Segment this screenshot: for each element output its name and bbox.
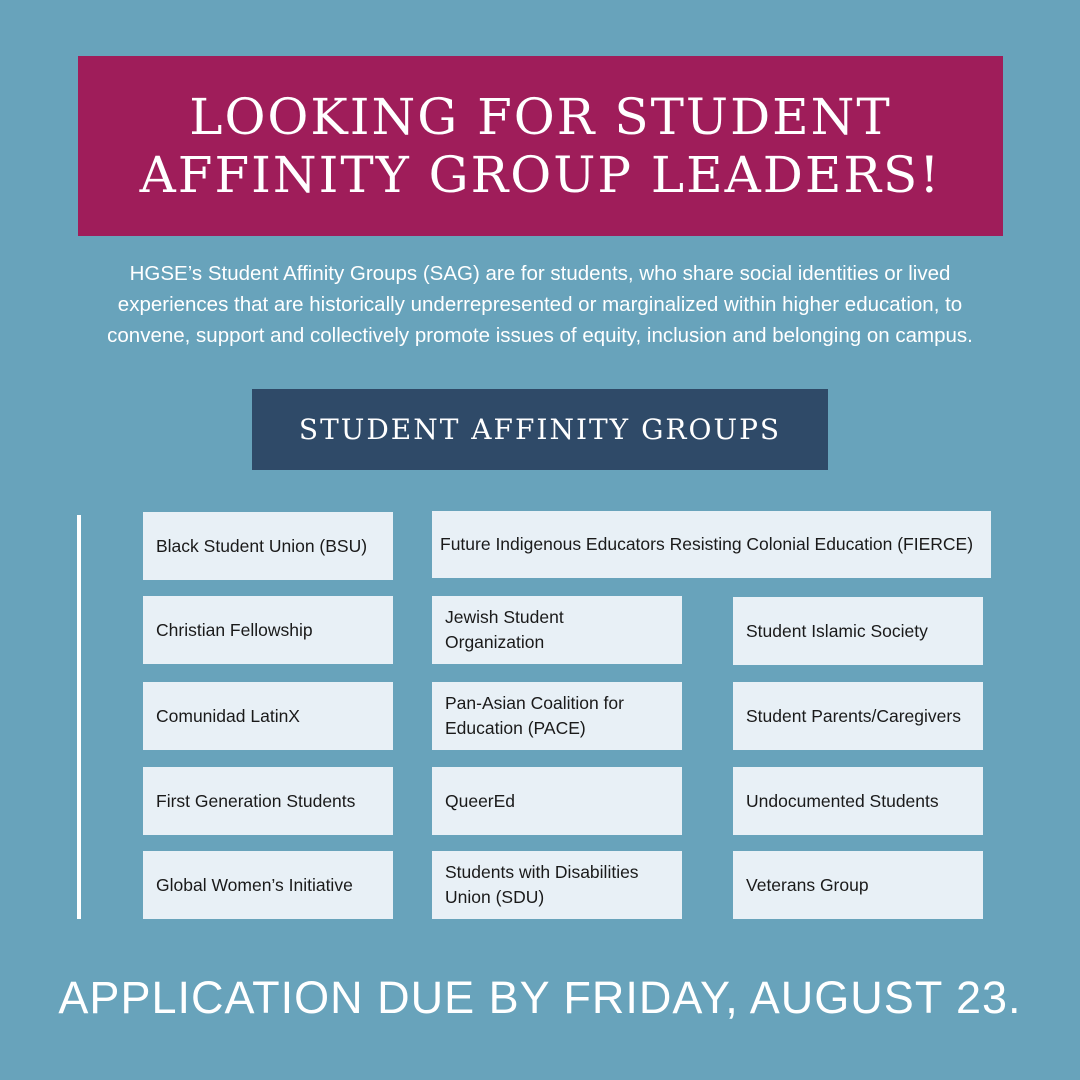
intro-text	[60, 258, 1020, 351]
group-box-christian	[143, 596, 393, 664]
group-label: Veterans Group	[746, 874, 869, 895]
group-label: Student Islamic Society	[746, 620, 928, 641]
group-box-pace	[432, 682, 682, 750]
group-label: QueerEd	[445, 790, 516, 811]
group-box-veterans	[733, 851, 983, 919]
group-label: First Generation Students	[156, 790, 356, 811]
group-label: Undocumented Students	[746, 790, 939, 811]
group-label: Black Student Union (BSU)	[156, 535, 368, 556]
group-label-line-1: Students with Disabilities	[445, 862, 639, 882]
group-box-fierce	[432, 511, 991, 578]
title-banner	[78, 56, 1003, 236]
application-deadline: APPLICATION DUE BY FRIDAY, AUGUST 23.	[58, 972, 1022, 1023]
title-line-2: AFFINITY GROUP LEADERS!	[139, 146, 942, 204]
group-label	[445, 860, 639, 910]
group-label	[445, 605, 564, 655]
intro-line-1: HGSE’s Student Affinity Groups (SAG) are for students, who share social identities or lived	[129, 262, 951, 285]
group-label: Comunidad LatinX	[156, 705, 300, 726]
group-box-undocumented	[733, 767, 983, 835]
title-line-1: LOOKING FOR STUDENT	[189, 88, 892, 146]
section-title: STUDENT AFFINITY GROUPS	[298, 413, 782, 446]
group-label	[445, 691, 624, 741]
group-label-line-1: Jewish Student	[445, 607, 564, 627]
group-label: Global Women’s Initiative	[156, 874, 353, 895]
group-box-islamic	[733, 597, 983, 665]
group-label-line-2: Union (SDU)	[445, 887, 545, 907]
group-label: Christian Fellowship	[156, 619, 313, 640]
group-box-latinx	[143, 682, 393, 750]
group-label-line-2: Education (PACE)	[445, 718, 586, 738]
group-box-women	[143, 851, 393, 919]
group-label: Future Indigenous Educators Resisting Colonial Education (FIERCE)	[440, 534, 974, 554]
group-box-bsu	[143, 512, 393, 580]
intro-line-2: experiences that are historically underrepresented or marginalized within higher education, to	[117, 293, 963, 316]
group-label: Student Parents/Caregivers	[746, 705, 961, 726]
intro-line-3: convene, support and collectively promote issues of equity, inclusion and belonging on campus.	[107, 324, 973, 347]
group-label-line-1: Pan-Asian Coalition for	[445, 693, 624, 713]
section-banner	[252, 389, 828, 470]
group-box-queered	[432, 767, 682, 835]
group-box-firstgen	[143, 767, 393, 835]
group-box-parents	[733, 682, 983, 750]
group-box-jewish	[432, 596, 682, 664]
vertical-divider	[77, 515, 81, 919]
group-label-line-2: Organization	[445, 632, 545, 652]
group-box-sdu	[432, 851, 682, 919]
